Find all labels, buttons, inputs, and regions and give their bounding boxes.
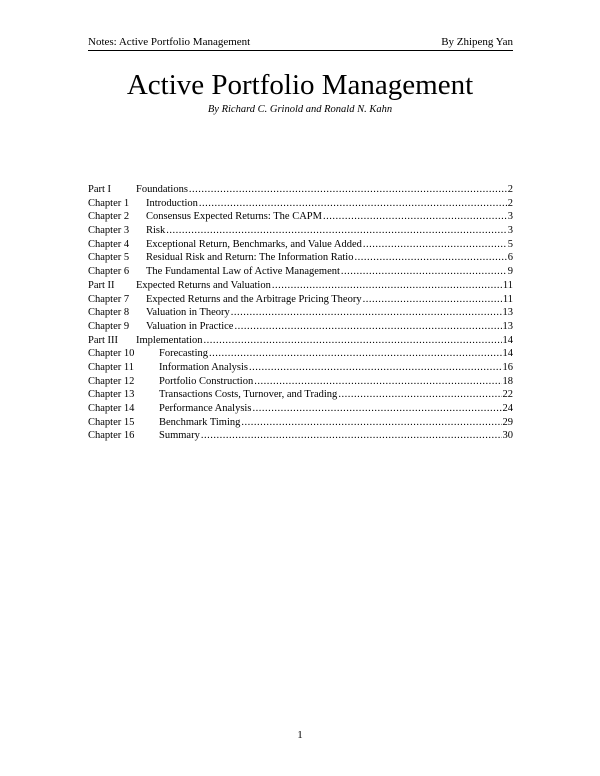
toc-entry-chapter-3[interactable]: [88, 224, 513, 238]
toc-leader-dots: [166, 224, 506, 238]
toc-label: Chapter 13: [88, 389, 135, 401]
toc-page-number: 2: [507, 197, 513, 209]
toc-page-number: 30: [502, 430, 513, 442]
toc-label: Chapter 7: [88, 293, 130, 305]
toc-title: Implementation: [136, 334, 203, 346]
toc-page-number: 11: [502, 293, 513, 305]
toc-page-number: 18: [502, 375, 513, 387]
toc-entry-chapter-6[interactable]: [88, 265, 513, 279]
toc-label: Part II: [88, 279, 115, 291]
toc-label: Chapter 8: [88, 307, 130, 319]
toc-entry-part-3[interactable]: [88, 334, 513, 348]
toc-entry-chapter-1[interactable]: [88, 197, 513, 211]
toc-page-number: 24: [502, 403, 513, 414]
toc-title: Information Analysis: [159, 361, 248, 373]
toc-leader-dots: [231, 306, 502, 320]
toc-entry-chapter-8[interactable]: [88, 306, 513, 320]
toc-page-number: 22: [502, 389, 513, 401]
toc-leader-dots: [241, 416, 501, 430]
toc-page-number: 29: [502, 416, 513, 428]
toc-title: Exceptional Return, Benchmarks, and Value Added: [146, 238, 362, 250]
toc-title: Valuation in Theory: [146, 307, 230, 319]
toc-page-number: 3: [507, 225, 513, 237]
toc-title: Forecasting: [159, 348, 208, 360]
toc-label: Chapter 9: [88, 320, 130, 332]
toc-page-number: 3: [507, 211, 513, 223]
toc-title: Portfolio Construction: [159, 375, 254, 387]
toc-title: Risk: [146, 225, 166, 237]
toc-label: Chapter 3: [88, 225, 130, 237]
toc-title: Foundations: [136, 184, 188, 195]
toc-entry-chapter-2[interactable]: [88, 210, 513, 224]
document-title: Active Portfolio Management: [126, 69, 474, 101]
toc-leader-dots: [249, 361, 502, 375]
toc-label: Chapter 15: [88, 416, 135, 428]
toc-entry-chapter-15[interactable]: [88, 416, 513, 430]
toc-leader-dots: [272, 279, 502, 293]
toc-page-number: 14: [502, 334, 513, 346]
toc-page-number: 11: [502, 279, 513, 291]
toc-title: Performance Analysis: [159, 403, 252, 414]
toc-title: Valuation in Practice: [146, 320, 234, 332]
toc-title: Summary: [159, 430, 200, 442]
toc-entry-chapter-11[interactable]: [88, 361, 513, 375]
toc-title: Introduction: [146, 197, 198, 209]
toc-page-number: 13: [502, 307, 513, 319]
toc-entry-part-1[interactable]: [88, 183, 513, 197]
toc-entry-chapter-14[interactable]: [88, 402, 513, 416]
toc-leader-dots: [203, 334, 501, 348]
toc-entry-chapter-12[interactable]: [88, 375, 513, 389]
toc-leader-dots: [254, 375, 501, 389]
running-header: [88, 36, 513, 51]
toc-title: Transactions Costs, Turnover, and Trading: [159, 389, 338, 401]
toc-leader-dots: [189, 183, 507, 197]
toc-entry-chapter-13[interactable]: [88, 388, 513, 402]
toc-page-number: 2: [507, 184, 513, 195]
toc-leader-dots: [323, 210, 507, 224]
toc-leader-dots: [341, 265, 507, 279]
toc-label: Part I: [88, 184, 112, 195]
toc-title: Benchmark Timing: [159, 416, 241, 428]
header-author: By Zhipeng Yan: [441, 36, 513, 48]
toc-leader-dots: [234, 320, 501, 334]
page-number: 1: [297, 729, 303, 741]
toc-leader-dots: [199, 197, 507, 211]
toc-label: Part III: [88, 334, 119, 346]
toc-entry-chapter-16[interactable]: [88, 429, 513, 443]
toc-leader-dots: [363, 293, 502, 307]
toc-title: Expected Returns and Valuation: [136, 279, 271, 291]
header-left-text: Notes: Active Portfolio Management: [88, 36, 251, 48]
toc-title: Residual Risk and Return: The Information Ratio: [146, 252, 354, 264]
toc-label: Chapter 14: [88, 403, 135, 414]
toc-title: Consensus Expected Returns: The CAPM: [146, 211, 322, 223]
toc-entry-part-2[interactable]: [88, 279, 513, 293]
toc-leader-dots: [354, 251, 506, 265]
table-of-contents: [88, 183, 513, 443]
toc-page-number: 16: [502, 361, 513, 373]
toc-entry-chapter-4[interactable]: [88, 238, 513, 252]
toc-label: Chapter 1: [88, 197, 130, 209]
toc-label: Chapter 5: [88, 252, 130, 264]
toc-leader-dots: [201, 429, 502, 443]
toc-page-number: 5: [507, 238, 513, 250]
toc-label: Chapter 12: [88, 375, 135, 387]
toc-leader-dots: [338, 388, 501, 402]
toc-page-number: 6: [507, 252, 513, 264]
toc-page-number: 14: [502, 348, 513, 360]
toc-page-number: 13: [502, 320, 513, 332]
toc-title: Expected Returns and the Arbitrage Pricing Theory: [146, 293, 362, 305]
toc-entry-chapter-5[interactable]: [88, 251, 513, 265]
toc-page-number: 9: [507, 266, 513, 278]
toc-entry-chapter-9[interactable]: [88, 320, 513, 334]
toc-leader-dots: [363, 238, 507, 252]
toc-label: Chapter 16: [88, 430, 135, 442]
toc-leader-dots: [209, 347, 502, 361]
toc-entry-chapter-10[interactable]: [88, 347, 513, 361]
toc-label: Chapter 11: [88, 361, 134, 373]
toc-entry-chapter-7[interactable]: [88, 293, 513, 307]
document-authors: By Richard C. Grinold and Ronald N. Kahn: [207, 104, 393, 115]
toc-title: The Fundamental Law of Active Management: [146, 266, 340, 278]
toc-label: Chapter 6: [88, 266, 130, 278]
toc-label: Chapter 2: [88, 211, 130, 223]
toc-label: Chapter 10: [88, 348, 135, 360]
toc-leader-dots: [252, 402, 501, 416]
toc-label: Chapter 4: [88, 238, 130, 250]
